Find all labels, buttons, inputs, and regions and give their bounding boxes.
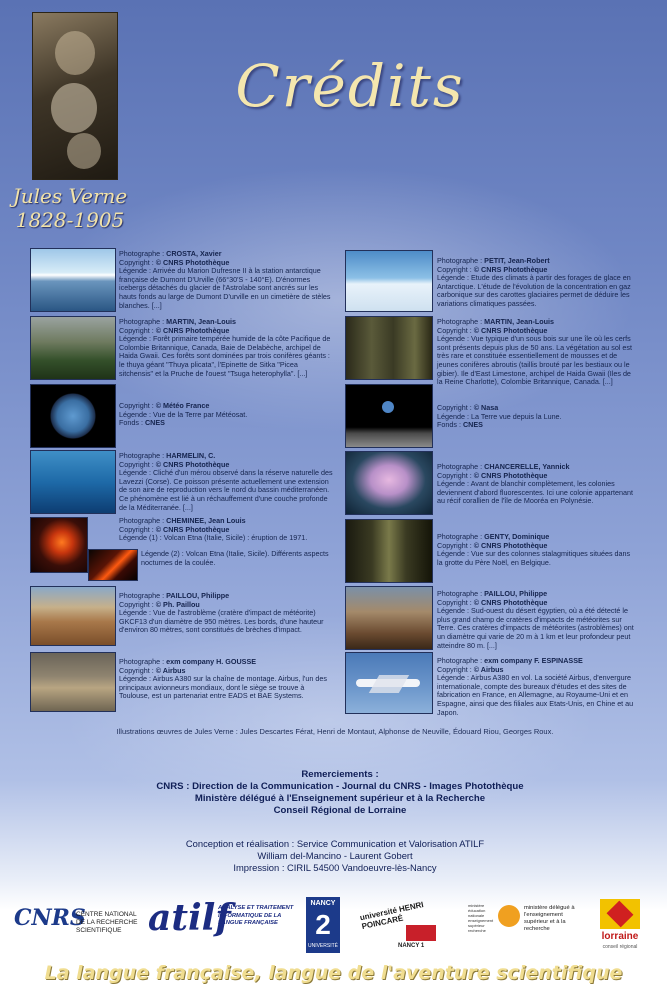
caption-left-6: Photographe : PAILLOU, Philippe Copyright : © Ph. Paillou Légende : Vue de l'astroblème (cratère d'impact de météorite) GKCF13 d'un diamètre de 950 mètres. Les bords, d'une hauteur d'environ 80 mètres, sont constitués de brèches d'impact. bbox=[119, 591, 324, 635]
acknowledgements-line: Conseil Régional de Lorraine bbox=[273, 805, 407, 816]
author-dates: 1828-1905 bbox=[15, 208, 125, 232]
ministry-logo: ministère éducation nationale enseignement supérieur recherche ministère délégué à l'enseignement supérieur et à la recherche bbox=[468, 903, 575, 933]
caption-right-7: Photographe : exm company F. ESPINASSE Copyright : © Airbus Légende : Airbus A380 en vol. La société Airbus, d'envergure internationale, compte des bureaux d'études et des sites de fabrication en France, en Allemagne, au Royaume-Uni et en Espagne, ainsi que des filiales aux Etats-Unis, en Chine et au Japon. bbox=[437, 656, 634, 717]
caption-right-5: Photographe : GENTY, Dominique Copyright : © CNRS Photothèque Légende : Vue sur des colonnes stalagmitiques situées dans la grotte du Père Noël, en Belgique. bbox=[437, 532, 631, 567]
caption-right-6: Photographe : PAILLOU, Philippe Copyright : © CNRS Photothèque Légende : Sud-ouest du désert égyptien, où a été détecté le plus grand champ de cratères d'impacts de météorites sur Terre. Ces cratères d'impacts de météorites (astroblèmes) ont un diamètre qui varie de 20 m à 1 km et leur profondeur peut atteindre 80 m. [...] bbox=[437, 589, 634, 650]
photo-rainforest-rainbow bbox=[30, 316, 116, 380]
page-title: Crédits bbox=[235, 52, 465, 120]
photo-desert-crater bbox=[30, 586, 116, 646]
atilf-logo: atilf ANALYSE ET TRAITEMENT INFORMATIQUE DE LA LANGUE FRANÇAISE bbox=[148, 897, 294, 939]
photo-etna-lava-flow bbox=[88, 549, 138, 581]
caption-left-3: Copyright : © Météo France Légende : Vue de la Terre par Météosat. Fonds : CNES bbox=[119, 401, 248, 428]
caption-left-1: Photographe : CROSTA, Xavier Copyright : © CNRS Photothèque Légende : Arrivée du Marion Dufresne II à la station antarctique française de Dumont D'Urville (66°30'S - 140°E). D'énormes icebergs détachés du glacier de l'Astrolabe sont ancrés sur les hauts fonds au large de Dumont D'urville en un cimetière de stèles blanches. [...] bbox=[119, 249, 331, 310]
production-credits bbox=[80, 838, 590, 874]
photo-etna-eruption bbox=[30, 517, 88, 573]
photo-antarctic-ship bbox=[30, 248, 116, 312]
production-line: Conception et réalisation : Service Communication et Valorisation ATILF bbox=[185, 838, 485, 849]
photo-ice-drilling bbox=[345, 250, 433, 312]
caption-right-1: Photographe : PETIT, Jean-Robert Copyright : © CNRS Photothèque Légende : Etude des climats à partir des forages de glace en Antarctique. L'étude de l'évolution de la concentration en gaz carbonique sur des carottes glaciaires permet de déduire les variations climatiques passées. bbox=[437, 256, 631, 308]
photo-grouper-fish bbox=[30, 450, 116, 514]
slogan: La langue française, langue de l'aventure scientifique bbox=[44, 962, 623, 984]
caption-left-2: Photographe : MARTIN, Jean-Louis Copyright : © CNRS Photothèque Légende : Forêt primaire tempérée humide de la côte Pacifique de Colombie Britannique, Canada, Baie de Delabèche, archipel de Haida Gwaii. Ces forêts sont dominées par trois conifères géants : le thuya géant "Thuya plicata", l'Epinette de Sitka "Picea sitchensis" et la Pruche de l'ouest "Tsuga heterophylla". [...] bbox=[119, 317, 331, 378]
caption-right-2: Photographe : MARTIN, Jean-Louis Copyright : © CNRS Photothèque Légende : Vue typique d'un sous bois sur une île où les cerfs sont présents depuis plus de 50 ans. La végétation au sol est très rare et constituée essentiellement de mousses et de jeunes conifères abroutis (taillis brouté par les bestiaux ou le gibier). Ile d'East Limestone, archipel de Haida Gwaii (Iles de la Reine Charlotte), Colombie Britannique, Canada. [...] bbox=[437, 317, 632, 387]
author-name: Jules Verne bbox=[12, 184, 128, 208]
nancy2-university-logo: NANCY 2 UNIVERSITÉ bbox=[306, 897, 340, 953]
caption-left-7: Photographe : exm company H. GOUSSE Copyright : © Airbus Légende : Airbus A380 sur la chaîne de montage. Airbus, l'un des principaux avionneurs mondiaux, dont le siège se trouve à Toulouse, est un partenariat entre EADS et BAE Systems. bbox=[119, 657, 327, 701]
acknowledgements-line: Ministère délégué à l'Enseignement supérieur et à la Recherche bbox=[194, 793, 486, 804]
caption-right-4: Photographe : CHANCERELLE, Yannick Copyright : © CNRS Photothèque Légende : Avant de blanchir complètement, les colonies deviennent d'abord fluorescentes. Ici une colonie appartenant au récif corallien de l'île de Mooréa en Polynésie. bbox=[437, 462, 633, 506]
author-caption bbox=[10, 184, 130, 232]
acknowledgements bbox=[60, 769, 620, 817]
acknowledgements-line: CNRS : Direction de la Communication - Journal du CNRS - Images Photothèque bbox=[156, 781, 524, 792]
jules-verne-portrait-image bbox=[32, 12, 118, 180]
production-line: Impression : CIRIL 54500 Vandoeuvre-lès-Nancy bbox=[233, 862, 437, 873]
caption-left-5b: Légende (2) : Volcan Etna (Italie, Sicile). Différents aspects nocturnes de la coulée. bbox=[141, 549, 329, 567]
photo-desert-researchers bbox=[345, 586, 433, 650]
henri-poincare-university-logo: université HENRI POINCARÉ NANCY 1 bbox=[352, 899, 442, 953]
photo-earthrise bbox=[345, 384, 433, 448]
photo-earth-meteosat bbox=[30, 384, 116, 448]
lorraine-region-logo: lorraine conseil régional bbox=[596, 899, 644, 953]
photo-forest-understory bbox=[345, 316, 433, 380]
cnrs-logo: CNRS CENTRE NATIONAL DE LA RECHERCHE SCIENTIFIQUE bbox=[14, 905, 138, 934]
caption-left-5: Photographe : CHEMINEE, Jean Louis Copyright : © CNRS Photothèque Légende (1) : Volcan Etna (Italie, Sicile) : éruption de 1971. bbox=[119, 516, 308, 543]
production-line: William del-Mancino - Laurent Gobert bbox=[257, 850, 413, 861]
photo-a380-in-flight bbox=[345, 652, 433, 714]
caption-left-4: Photographe : HARMELIN, C. Copyright : © CNRS Photothèque Légende : Cliché d'un mérou observé dans la réserve naturelle des Lavezzi (Corse). Ce poisson présente actuellement une extension de son aire de reproduction vers le nord du bassin méditerranéen. Ce phénomène est lié à un réchauffement d'une couche profonde de la Méditerranée. [...] bbox=[119, 451, 333, 512]
photo-a380-assembly bbox=[30, 652, 116, 712]
acknowledgements-heading: Remerciements : bbox=[301, 769, 379, 780]
photo-coral-colony bbox=[345, 451, 433, 515]
photo-stalagmite-cave bbox=[345, 519, 433, 583]
caption-right-3: Copyright : © Nasa Légende : La Terre vue depuis la Lune. Fonds : CNES bbox=[437, 403, 562, 430]
illustrations-credit: Illustrations œuvres de Jules Verne : Jules Descartes Férat, Henri de Montaut, Alphonse de Neuville, Édouard Riou, Georges Roux. bbox=[116, 727, 554, 736]
partner-logos bbox=[0, 895, 667, 959]
